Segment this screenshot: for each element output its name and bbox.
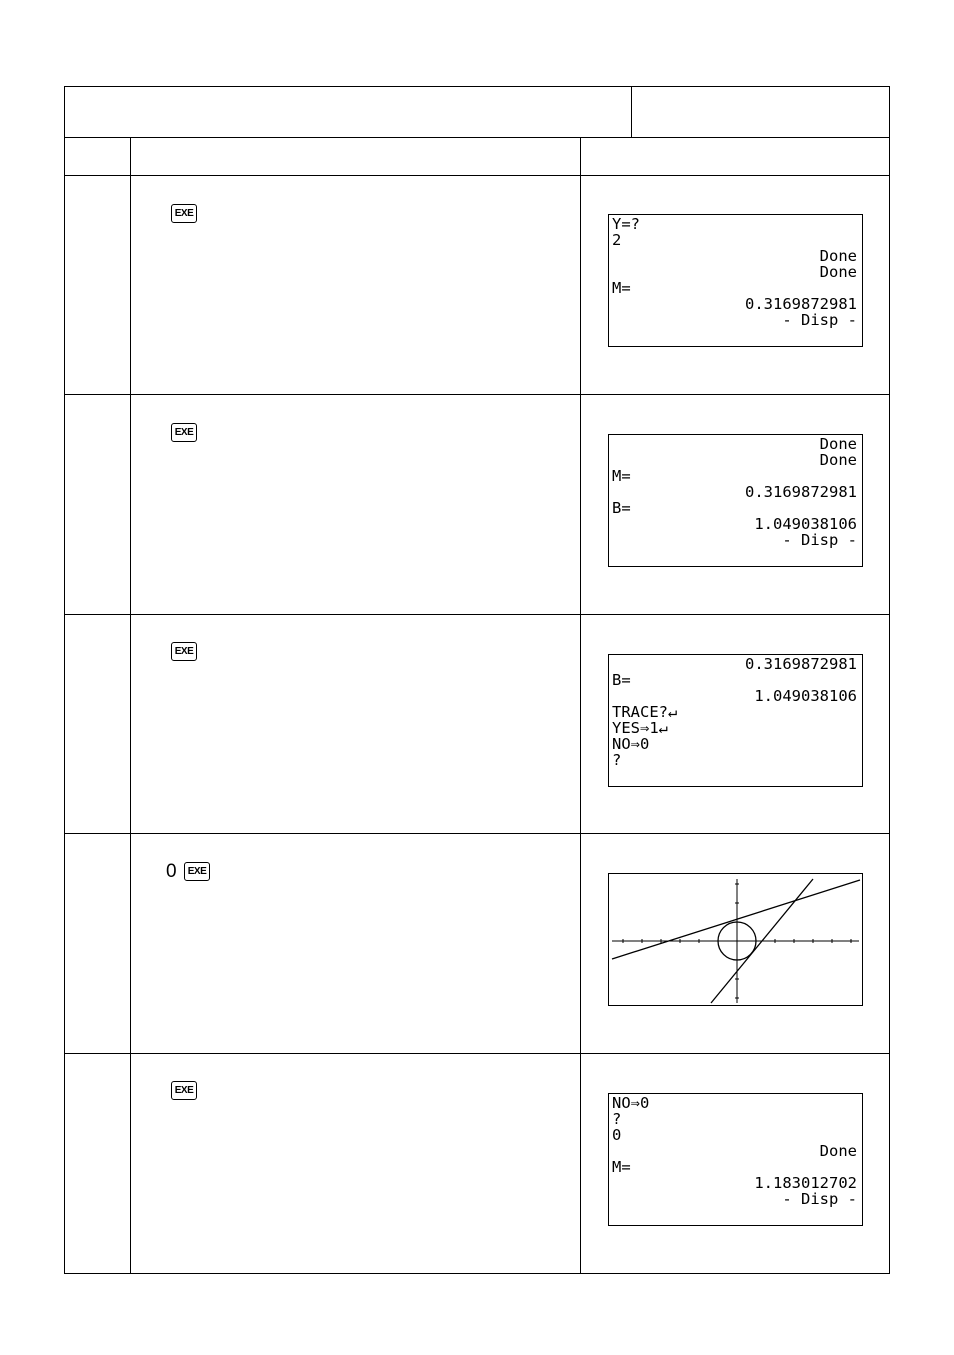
exe-key-icon: EXE [184,862,210,881]
screen-line: 0.3169872981 [745,655,857,673]
graph-screen [608,873,863,1006]
row-divider [65,614,889,615]
calculator-screen-5 [608,1093,863,1226]
tangent-line-1 [612,880,860,959]
exe-key-icon: EXE [171,642,197,661]
screen-line: 1.049038106 [754,515,857,533]
screen-line: 1.183012702 [754,1174,857,1192]
screen-line: NO⇒0 [612,1094,650,1112]
screen-line: ? [612,1110,622,1128]
screen-line: M= [612,467,631,485]
row-divider [65,394,889,395]
exe-key-icon: EXE [171,423,197,442]
graph-plot [609,874,863,1006]
operation-column-divider [580,137,581,1273]
calculator-screen-1 [608,214,863,347]
column-header-divider [65,175,889,176]
screen-line: Done [819,263,857,281]
screen-line: - Disp - [782,311,857,329]
calculator-screen-3 [608,654,863,787]
screen-line: YES⇒1↵ [612,719,668,737]
screen-line: Done [819,1142,857,1160]
screen-line: M= [612,279,631,297]
screen-line: Done [819,451,857,469]
screen-line: 2 [612,231,622,249]
screen-line: 0 [612,1126,622,1144]
screen-line: - Disp - [782,531,857,549]
screen-line: B= [612,499,631,517]
zero-key: 0 [166,861,177,882]
header-column-divider [631,87,632,137]
screen-line: ? [612,751,622,769]
exe-key-icon: EXE [171,204,197,223]
screen-line: TRACE?↵ [612,703,678,721]
row-divider [65,1053,889,1054]
header-divider [65,137,889,138]
screen-line: Y=? [612,215,640,233]
screen-line: - Disp - [782,1190,857,1208]
screen-line: 0.3169872981 [745,483,857,501]
screen-line: 1.049038106 [754,687,857,705]
calculator-screen-2 [608,434,863,567]
screen-line: Done [819,435,857,453]
step-number-column-divider [130,137,131,1273]
screen-line: M= [612,1158,631,1176]
screen-line: NO⇒0 [612,735,650,753]
row-divider [65,833,889,834]
screen-line: Done [819,247,857,265]
exe-key-icon: EXE [171,1081,197,1100]
screen-line: B= [612,671,631,689]
screen-line: 0.3169872981 [745,295,857,313]
